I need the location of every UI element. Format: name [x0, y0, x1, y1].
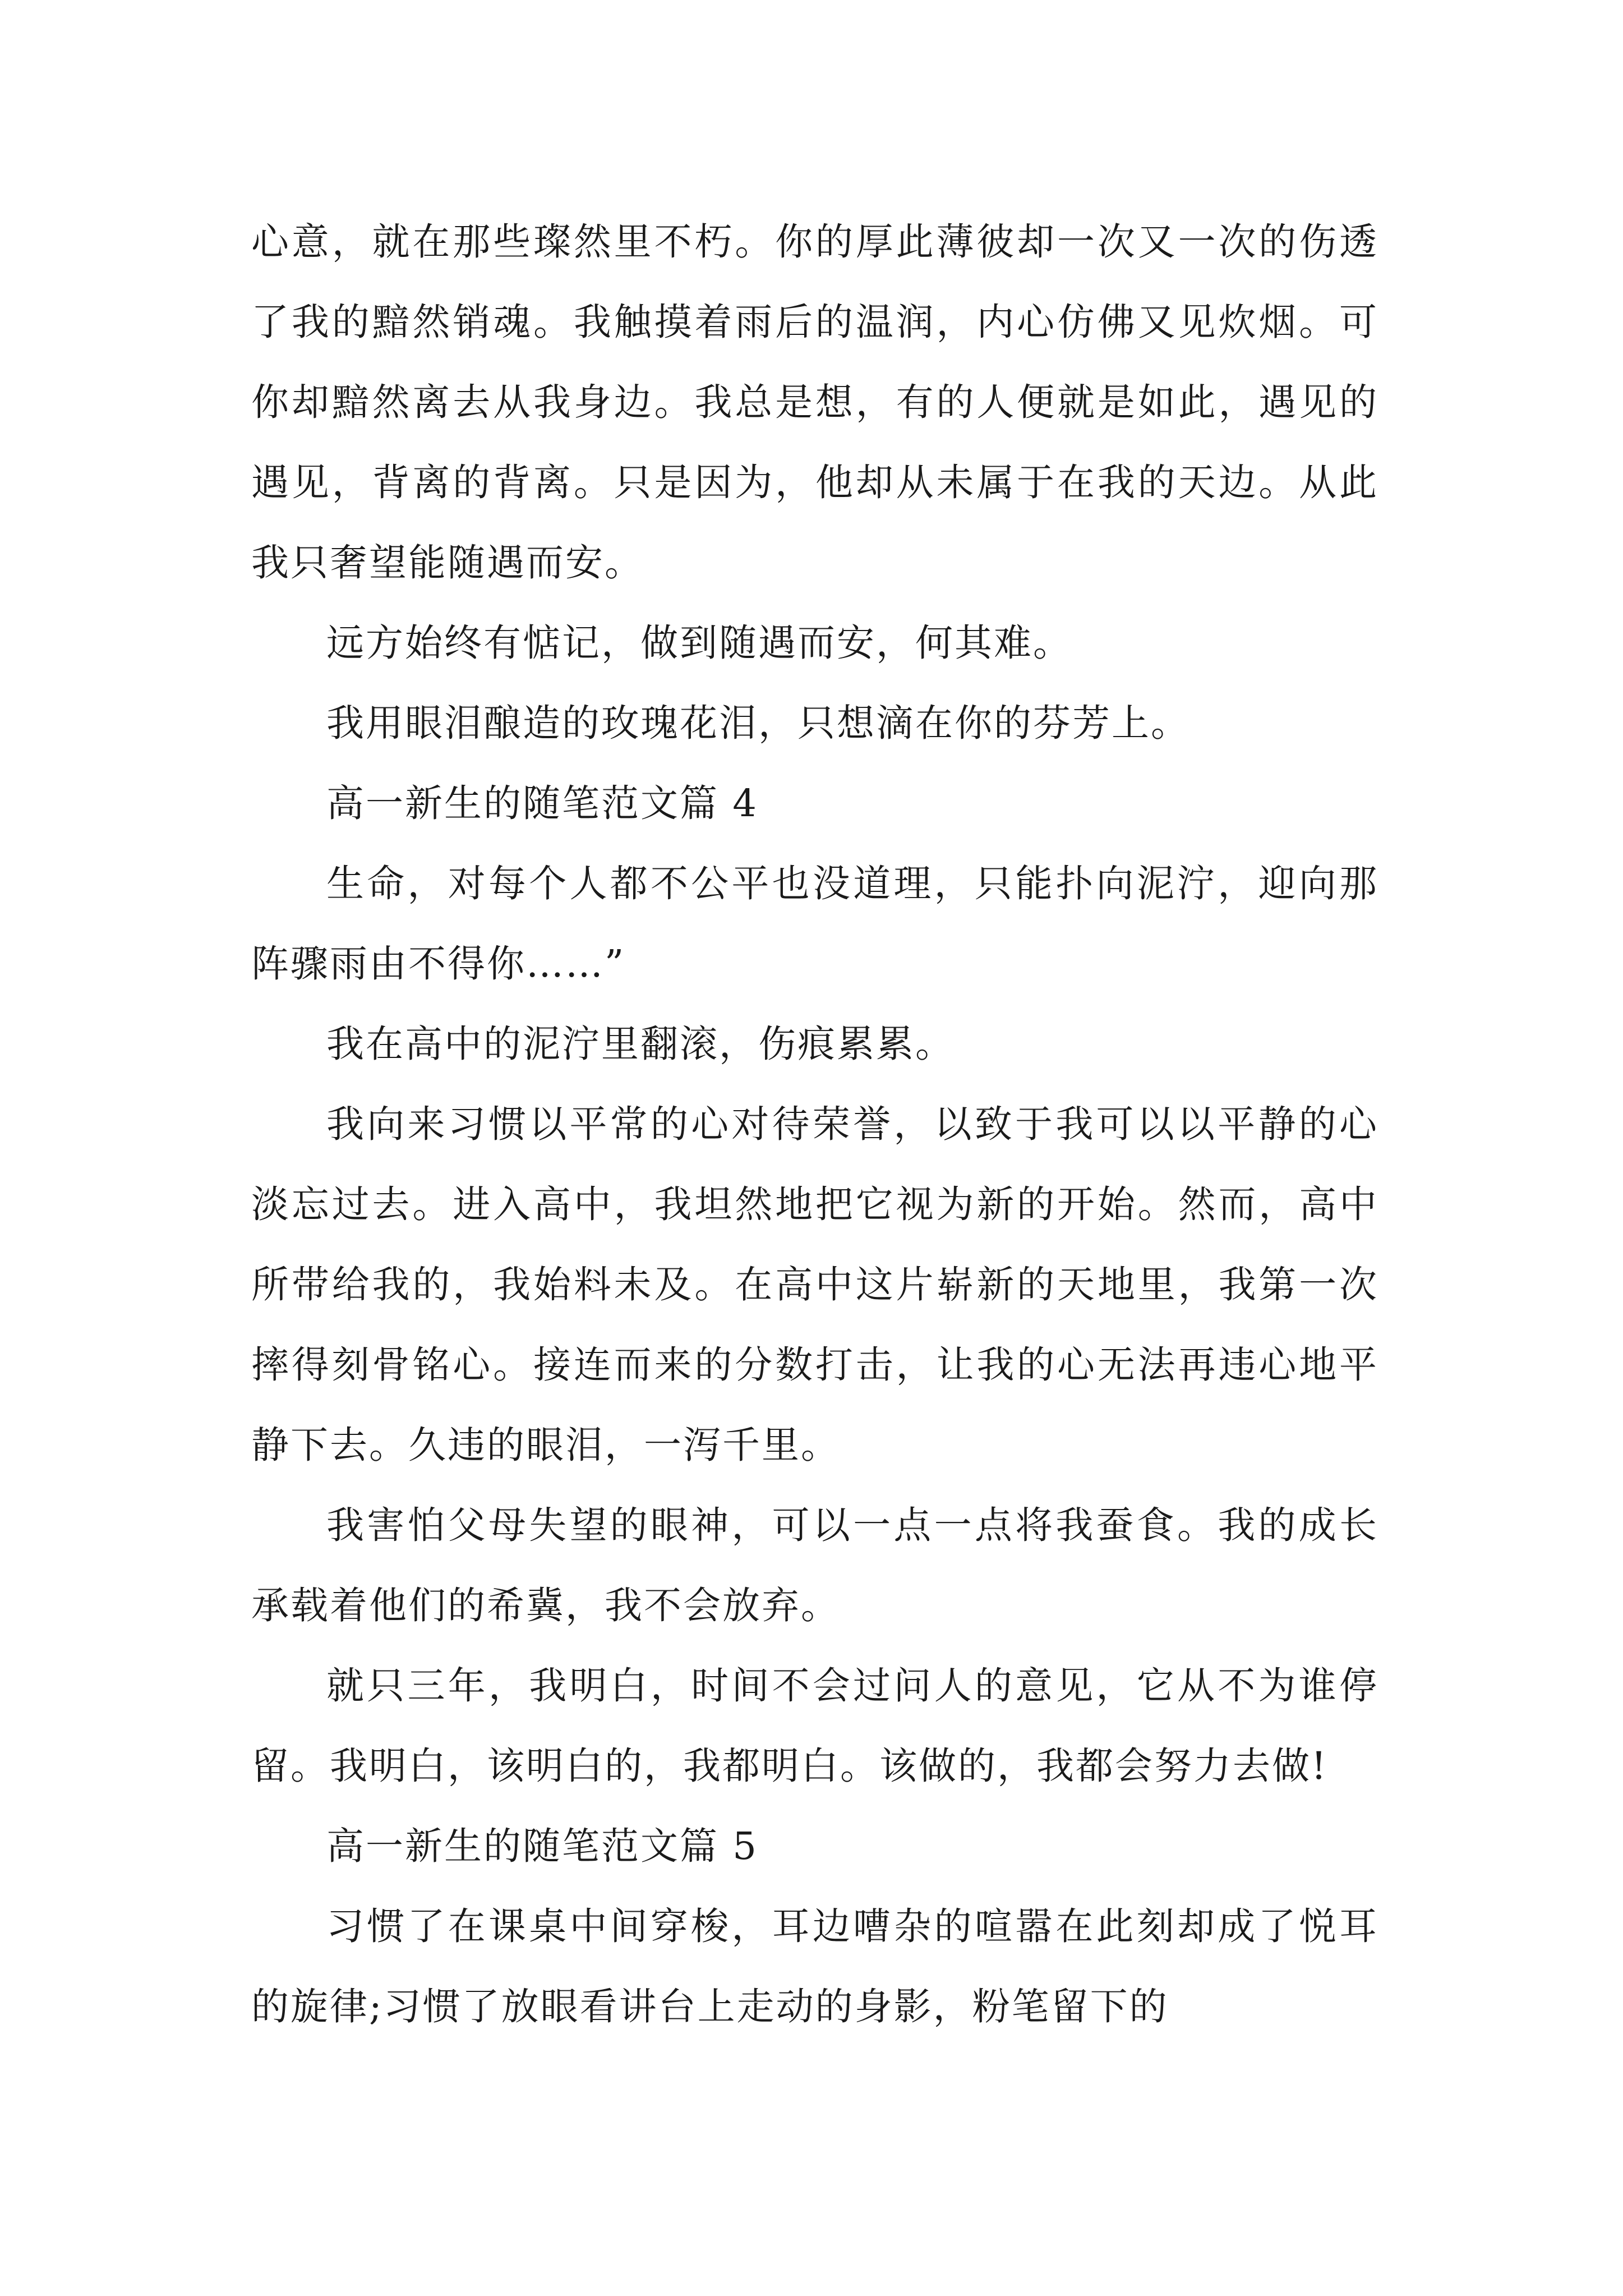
paragraph: 就只三年，我明白，时间不会过问人的意见，它从不为谁停留。我明白，该明白的，我都明白。该做的，我都会努力去做!: [251, 1664, 1378, 1788]
document-body: [251, 202, 1378, 2047]
paragraph: 我在高中的泥泞里翻滚，伤痕累累。: [326, 1022, 955, 1066]
paragraph: 生命，对每个人都不公平也没道理，只能扑向泥泞，迎向那阵骤雨由不得你……”: [251, 862, 1378, 986]
paragraph: 心意，就在那些璨然里不朽。你的厚此薄彼却一次又一次的伤透了我的黯然销魂。我触摸着雨后的温润，内心仿佛又见炊烟。可你却黯然离去从我身边。我总是想，有的人便就是如此，遇见的遇见，背离的背离。只是因为，他却从未属于在我的天边。从此我只奢望能随遇而安。: [251, 220, 1378, 585]
paragraph: 我向来习惯以平常的心对待荣誉，以致于我可以以平静的心淡忘过去。进入高中，我坦然地把它视为新的开始。然而，高中所带给我的，我始料未及。在高中这片崭新的天地里，我第一次摔得刻骨铭心。接连而来的分数打击，让我的心无法再违心地平静下去。久违的眼泪，一泻千里。: [251, 1102, 1378, 1467]
paragraph: 我害怕父母失望的眼神，可以一点一点将我蚕食。我的成长承载着他们的希冀，我不会放弃。: [251, 1503, 1378, 1627]
section-heading: 高一新生的随笔范文篇 4: [326, 781, 758, 825]
section-heading: 高一新生的随笔范文篇 5: [326, 1824, 758, 1868]
paragraph: 习惯了在课桌中间穿梭，耳边嘈杂的喧嚣在此刻却成了悦耳的旋律;习惯了放眼看讲台上走动的身影，粉笔留下的: [251, 1904, 1378, 2028]
paragraph: 远方始终有惦记，做到随遇而安，何其难。: [326, 621, 1072, 665]
paragraph: 我用眼泪酿造的玫瑰花泪，只想滴在你的芬芳上。: [326, 701, 1190, 745]
